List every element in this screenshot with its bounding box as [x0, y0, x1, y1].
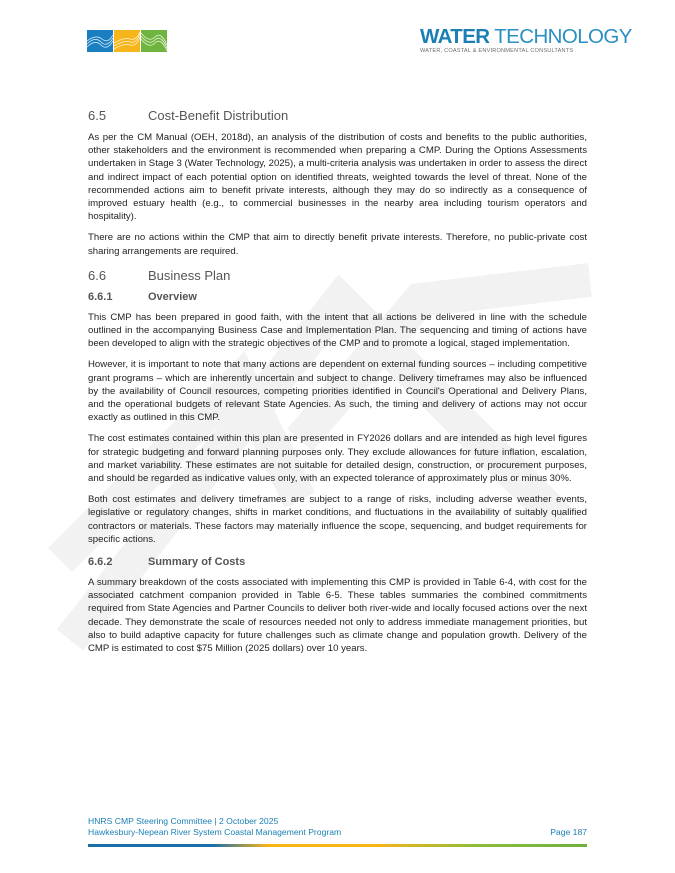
paragraph: This CMP has been prepared in good faith, with the intent that all actions be delivered in line with the schedule outlined in the accompanying Business Case and Implementation Plan. The sequencing and timing of actions have been developed to align with the strategic objectives of the CMP and to promote a logical, staged implementation. — [88, 311, 587, 350]
section-heading-6-6-1 — [88, 291, 587, 303]
paragraph: A summary breakdown of the costs associated with implementing this CMP is provided in Table 6-4, with cost for the associated catchment companion provided in Table 6-5. These tables summaries the combined commitments required from State Agencies and Partner Councils to deliver both river-wide and locally focused actions over the next decade. They demonstrate the scale of resources needed not only to address immediate management priorities, but also to build adaptive capacity for future challenges such as climate change and population growth. Delivery of the CMP is estimated to cost $75 Million (2025 dollars) over 10 years. — [88, 577, 587, 655]
logo-tile-green — [141, 30, 167, 52]
footer-color-bar — [88, 844, 587, 847]
section-number: 6.6.2 — [88, 556, 113, 569]
brand-name-bold: WATER — [420, 25, 490, 48]
section-title: Summary of Costs — [148, 556, 246, 569]
section-number: 6.6.1 — [88, 290, 113, 303]
section-heading-6-5 — [88, 108, 587, 123]
page-footer — [88, 816, 587, 838]
section-heading-6-6-2 — [88, 556, 587, 568]
section-title: Overview — [148, 290, 197, 303]
paragraph: The cost estimates contained within this plan are presented in FY2026 dollars and are intended as high level figures for strategic budgeting and forward planning purposes only. They exclude allowances for future inflation, escalation, and market variability. These estimates are not suitable for detailed design, construction, or procurement purposes, and should be regarded as indicative values only, with an expected tolerance of approximately plus or minus 30%. — [88, 433, 587, 485]
brand-name-light: TECHNOLOGY — [494, 25, 632, 48]
logo-tile-yellow — [114, 30, 140, 52]
paragraph: Both cost estimates and delivery timeframes are subject to a range of risks, including adverse weather events, legislative or regulatory changes, shifts in market conditions, and fluctuations in the availability of suitably qualified contractors or materials. These factors may materially influence the scope, sequencing, and budget requirements for specific actions. — [88, 494, 587, 545]
page-content — [88, 108, 587, 663]
footer-committee-date: HNRS CMP Steering Committee | 2 October 2025 — [88, 816, 279, 826]
section-title: Cost-Benefit Distribution — [148, 108, 289, 123]
section-number: 6.6 — [88, 267, 107, 283]
brand-name — [420, 25, 632, 48]
section-heading-6-6 — [88, 268, 587, 283]
brand-tagline: WATER, COASTAL & ENVIRONMENTAL CONSULTANTS — [420, 48, 574, 54]
section-number: 6.5 — [88, 108, 107, 123]
paragraph: As per the CM Manual (OEH, 2018d), an analysis of the distribution of costs and benefits to the public authorities, other stakeholders and the environment is recommended when preparing a CMP. During the Options Assessments undertaken in Stage 3 (Water Technology, 2025), a multi-criteria analysis was undertaken in order to assess the direct and indirect impact of each potential option on identified threats, weighted towards the level of threat. None of the recommended actions aim to benefit private interests, although they may do so indirectly as a consequence of improved estuary health (e.g., to commercial businesses in the nearby area including tourism operators and hospitality). — [88, 132, 587, 223]
footer-document-title: Hawkesbury-Nepean River System Coastal Management Program — [88, 827, 342, 837]
logo-tile-blue — [87, 30, 113, 52]
page-number: Page 187 — [550, 827, 587, 837]
paragraph: There are no actions within the CMP that aim to directly benefit private interests. Therefore, no public-private cost sharing arrangements are required. — [88, 232, 587, 257]
paragraph: However, it is important to note that many actions are dependent on external funding sources – including competitive grant programs – which are inherently uncertain and subject to change. Delivery timeframes may also be influenced by the availability of Council resources, competing priorities identified in Council's Operational and Delivery Plans, and the operational budgets of relevant State Agencies. As such, the timing and delivery of actions may not occur exactly as outlined in this CMP. — [88, 359, 587, 424]
section-title: Business Plan — [148, 267, 231, 283]
company-logo-mark — [87, 30, 167, 52]
company-logo-wordmark — [420, 25, 632, 54]
